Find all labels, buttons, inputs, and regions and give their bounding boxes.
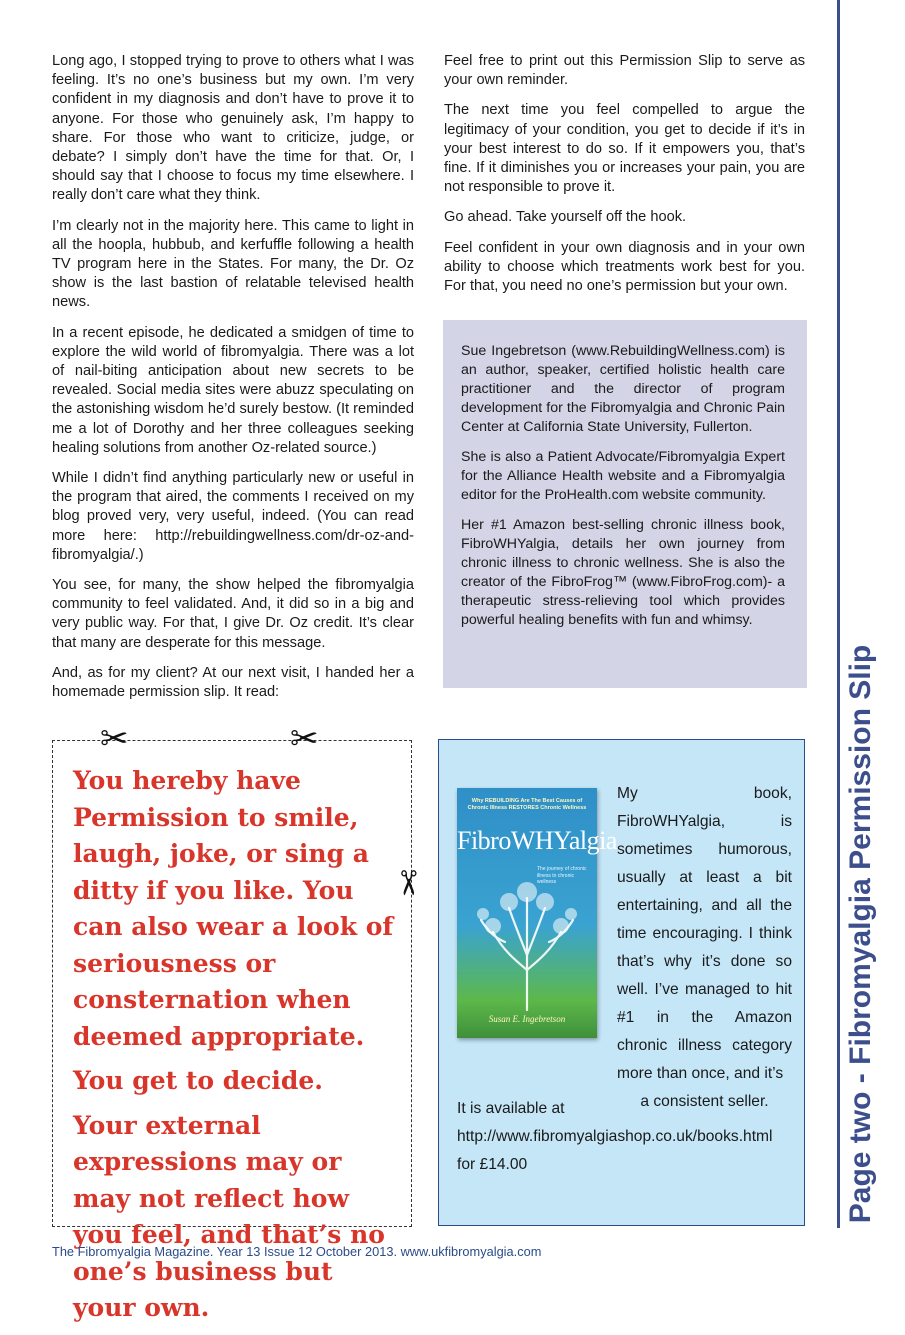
bio-paragraph: Sue Ingebretson (www.RebuildingWellness.com) is an author, speaker, certified holistic health care practitioner and the director of program development for the Fibromyalgia and Chronic Pain Center at California State University, Fullerton. xyxy=(461,343,785,435)
book-description xyxy=(617,780,792,1116)
book-cover-author: Susan E. Ingebretson xyxy=(488,1014,566,1024)
paragraph: You see, for many, the show helped the fibromyalgia community to feel validated. And, it did so in a big and very public way. For that, I give Dr. Oz credit. It’s clear that many are desperate for this message. xyxy=(52,577,414,651)
book-cover-title: FibroWHYalgia xyxy=(457,826,617,855)
tree-illustration xyxy=(475,880,579,1010)
book-promo-box xyxy=(438,739,805,1226)
paragraph: Feel confident in your own diagnosis and in your own ability to choose which treatments work best for you. For that, you need no one’s permission but your own. xyxy=(444,239,805,295)
book-cover-tagline: Why REBUILDING Are The Best Causes of Chronic Illness RESTORES Chronic Wellness xyxy=(467,798,587,811)
book-availability: It is available at http://www.fibromyalgiashop.co.uk/books.html for £14.00 xyxy=(457,1100,773,1173)
scissors-icon: ✂ xyxy=(100,719,129,759)
page-footer: The Fibromyalgia Magazine. Year 13 Issue 12 October 2013. www.ukfibromyalgia.com xyxy=(52,1244,542,1259)
bio-paragraph: She is also a Patient Advocate/Fibromyalgia Expert for the Alliance Health website and a Fibromyalgia editor for the ProHealth.com website community. xyxy=(461,449,785,503)
side-title xyxy=(834,640,888,1228)
paragraph: While I didn’t find anything particularly new or useful in the program that aired, the comments I received on my blog proved very, very useful, indeed. (You can read more here: http://rebuildingwellness.com/dr-oz-and-fibromyalgia/.) xyxy=(52,470,414,563)
slip-paragraph: You hereby have Permission to smile, laugh, joke, or sing a ditty if you like. You can also wear a look of seriousness or consternation when deemed appropriate. xyxy=(73,766,394,1051)
left-column xyxy=(52,52,414,713)
bio-paragraph: Her #1 Amazon best-selling chronic illness book, FibroWHYalgia, details her own journey from chronic illness to chronic wellness. She is also the creator of the FibroFrog™ (www.FibroFrog.com)- a therapeutic stress-relieving tool which provides powerful healing benefits with fun and whimsy. xyxy=(461,517,785,628)
book-description-end: a consistent seller. xyxy=(640,1093,769,1110)
paragraph: In a recent episode, he dedicated a smidgen of time to explore the wild world of fibromyalgia. There was a lot of nail-biting anticipation about new secrets to be revealed. Social media sites were abuzz speculating on the astonishing wisdom he’d surely bestow. (It reminded me a lot of Dorothy and her three colleagues seeking healing solutions from another Oz-related source.) xyxy=(52,324,414,456)
author-bio-box xyxy=(443,320,807,688)
paragraph: Long ago, I stopped trying to prove to others what I was feeling. It’s no one’s business but my own. I’m very confident in my diagnosis and don’t have to prove it to anyone. For those who genuinely ask, I’m happy to share. For those who want to criticize, judge, or debate? I simply don’t have the time for that. Or, I should say that I choose to focus my time elsewhere. I really don’t care what they think. xyxy=(52,53,414,204)
book-cover-image xyxy=(457,788,617,1038)
paragraph: I’m clearly not in the majority here. This came to light in all the hoopla, hubbub, and kerfuffle following a health TV program here in the States. For many, the Dr. Oz show is the last bastion of relatable televised health news. xyxy=(52,217,414,311)
paragraph: The next time you feel compelled to argue the legitimacy of your condition, you get to decide if it’s in your best interest to do so. If it empowers you, that’s fine. If it diminishes you or increases your pain, you are not responsible to prove it. xyxy=(444,102,805,196)
side-title-text: Page two - Fibromyalgia Permission Slip xyxy=(844,644,877,1224)
paragraph: Feel free to print out this Permission Slip to serve as your own reminder. xyxy=(444,53,805,89)
book-cover-subtitle: The journey of chronic illness to chronic wellness xyxy=(537,866,587,885)
scissors-icon: ✂ xyxy=(290,719,319,759)
slip-paragraph: You get to decide. xyxy=(73,1066,323,1095)
paragraph: And, as for my client? At our next visit, I handed her a homemade permission slip. It read: xyxy=(52,664,414,701)
right-column xyxy=(444,52,805,307)
book-description-text: My book, FibroWHYalgia, is sometimes humorous, usually at least a bit entertaining, and all the time encouraging. I think that’s why it’s done so well. I’ve managed to hit #1 in the Amazon chronic illness category more than once, and it’s xyxy=(617,785,792,1082)
paragraph: Go ahead. Take yourself off the hook. xyxy=(444,209,687,226)
slip-paragraph: Your external expressions may or may not reflect how you feel, and that’s no one’s business but your own. xyxy=(73,1110,385,1322)
scissors-icon: ✂ xyxy=(387,868,428,898)
